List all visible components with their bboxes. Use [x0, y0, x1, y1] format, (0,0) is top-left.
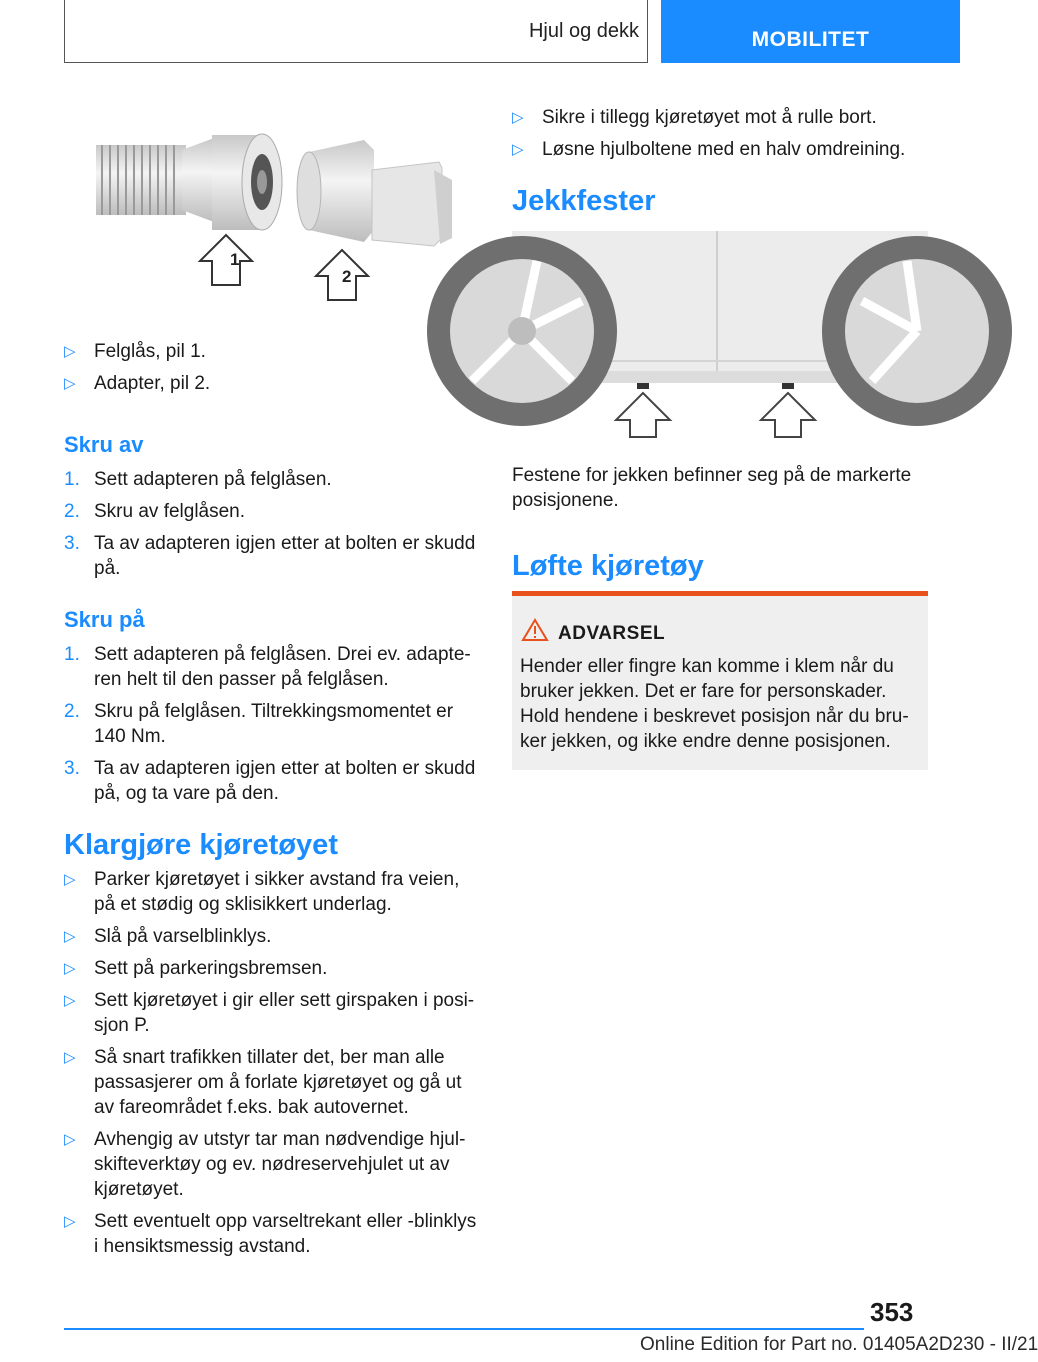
heading-lofte: Løfte kjøretøy [512, 550, 704, 582]
list-item: ▷ Sett på parkeringsbremsen. [64, 958, 328, 979]
warning-triangle-icon [522, 618, 548, 642]
warning-title: ADVARSEL [558, 623, 666, 644]
warning-box [512, 591, 928, 770]
svg-text:2: 2 [342, 267, 352, 286]
jack-points-figure [512, 231, 928, 437]
list-item: ▷ Slå på varselblinklys. [64, 926, 272, 947]
warning-text: Hender eller fingre kan komme i klem når du bruker jekken. Det er fare for personskader. Hold hendene i beskrevet posisjon når du bru-ker jekken, og ikke endre denne posisjonen. [520, 656, 909, 752]
triangle-bullet-icon: ▷ [64, 928, 76, 945]
triangle-bullet-icon: ▷ [512, 141, 524, 158]
list-item: ▷ Sett kjøretøyet i gir eller sett girspaken i posi-sjon P. [64, 990, 475, 1036]
page-number: 353 [870, 1297, 914, 1327]
list-item: 3. Ta av adapteren igjen etter at bolten er skudd på, og ta vare på den. [64, 758, 476, 804]
edition-text: Online Edition for Part no. 01405A2D230 - II/21 [640, 1334, 1038, 1355]
list-item: 2. Skru på felglåsen. Tiltrekkingsmomentet er 140 Nm. [64, 701, 454, 747]
skru-av-steps [64, 467, 480, 588]
right-top-list [512, 105, 928, 169]
list-item: ▷ Sikre i tillegg kjøretøyet mot å rulle bort. [512, 107, 877, 128]
list-item: ▷ Løsne hjulboltene med en halv omdreining. [512, 139, 906, 160]
list-item: 2. Skru av felglåsen. [64, 501, 246, 522]
chapter-tab[interactable]: MOBILITET [661, 0, 960, 63]
lock-legend-list [64, 339, 484, 403]
triangle-bullet-icon: ▷ [64, 1213, 76, 1230]
heading-jekkfester: Jekkfester [512, 185, 656, 217]
list-item: ▷ Adapter, pil 2. [64, 373, 211, 394]
section-title: Hjul og dekk [528, 20, 639, 42]
list-item: 3. Ta av adapteren igjen etter at bolten er skudd på. [64, 533, 476, 579]
wheel-lock-figure [64, 110, 484, 325]
heading-skru-av: Skru av [64, 432, 144, 457]
heading-klargjore: Klargjøre kjøretøyet [64, 829, 338, 861]
list-item: ▷ Sett eventuelt opp varseltrekant eller -blinklys i hensiktsmessig avstand. [64, 1211, 477, 1257]
bolt-collar [182, 138, 214, 222]
triangle-bullet-icon: ▷ [64, 343, 76, 360]
klargjore-list [64, 867, 484, 1266]
triangle-bullet-icon: ▷ [64, 992, 76, 1009]
bolt-thread [96, 145, 186, 215]
svg-text:1: 1 [230, 250, 240, 269]
jekkfester-caption: Festene for jekken befinner seg på de markerte posisjonene. [512, 465, 912, 511]
arrow-2-icon [316, 250, 368, 300]
arrow-1-icon [200, 235, 252, 285]
list-item: ▷ Parker kjøretøyet i sikker avstand fra veien, på et stødig og sklisikkert underlag. [64, 869, 460, 915]
heading-skru-pa: Skru på [64, 607, 145, 632]
footer-divider [64, 1328, 864, 1330]
list-item: ▷ Felglås, pil 1. [64, 341, 206, 362]
rear-wheel [822, 236, 1012, 426]
triangle-bullet-icon: ▷ [64, 1049, 76, 1066]
triangle-bullet-icon: ▷ [64, 1131, 76, 1148]
triangle-bullet-icon: ▷ [64, 375, 76, 392]
skru-pa-steps [64, 642, 480, 813]
list-item: ▷ Avhengig av utstyr tar man nødvendige hjul-skifteverktøy og ev. nødreservehjulet ut av kjøretøyet. [64, 1129, 466, 1200]
triangle-bullet-icon: ▷ [64, 871, 76, 888]
triangle-bullet-icon: ▷ [512, 109, 524, 126]
list-item: 1. Sett adapteren på felglåsen. [64, 469, 332, 490]
list-item: 1. Sett adapteren på felglåsen. Drei ev. adapte-ren helt til den passer på felglåsen. [64, 644, 471, 690]
list-item: ▷ Så snart trafikken tillater det, ber man alle passasjerer om å forlate kjøretøyet og gå ut av fareområdet f.eks. bak autovernet. [64, 1047, 462, 1118]
front-wheel [427, 236, 617, 426]
header-frame [64, 0, 648, 63]
triangle-bullet-icon: ▷ [64, 960, 76, 977]
